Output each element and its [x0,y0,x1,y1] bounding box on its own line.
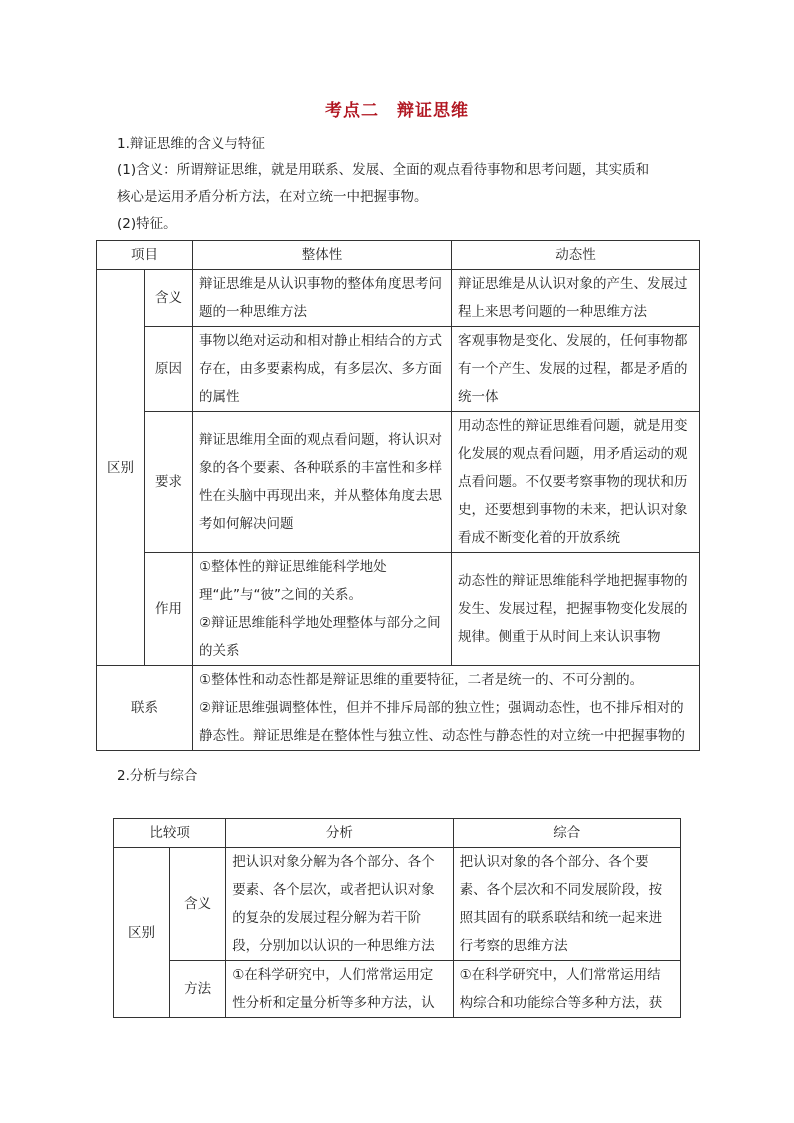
group-label-difference: 区别 [97,270,145,666]
table-row [97,412,700,553]
cell-holistic-meaning: 辩证思维是从认识事物的整体角度思考问题的一种思维方法 [193,270,452,327]
link-point-2: ②辩证思维强调整体性，但并不排斥局部的独立性；强调动态性，也不排斥相对的静态性。辩证思维是在整体性与独立性、动态性与静态性的对立统一中把握事物的 [199,700,685,744]
header-analysis: 分析 [226,819,453,848]
cell-link [193,666,700,751]
header-dynamic: 动态性 [452,241,700,270]
cell-dynamic-requirement: 用动态性的辩证思维看问题，就是用变化发展的观点看问题，用矛盾运动的观点看问题。不仅要考察事物的现状和历史，还要想到事物的未来，把认识对象看成不断变化着的开放系统 [452,412,700,553]
header-item: 项目 [97,241,193,270]
page-title: 考点二 辩证思维 [325,101,469,121]
cell-holistic-reason: 事物以绝对运动和相对静止相结合的方式存在，由多要素构成，有多层次、多方面的属性 [193,327,452,412]
cell-dynamic-meaning: 辩证思维是从认识对象的产生、发展过程上来思考问题的一种思维方法 [452,270,700,327]
row-label-reason: 原因 [145,327,193,412]
cell-dynamic-reason: 客观事物是变化、发展的，任何事物都有一个产生、发展的过程，都是矛盾的统一体 [452,327,700,412]
table-row [97,270,700,327]
header-comparison: 比较项 [114,819,226,848]
table-row [97,327,700,412]
cell-holistic-requirement: 辩证思维用全面的观点看问题，将认识对象的各个要素、各种联系的丰富性和多样性在头脑中再现出来，并从整体角度去思考如何解决问题 [193,412,452,553]
table-row [114,961,681,1018]
row-label-function: 作用 [145,553,193,666]
cell-dynamic-function: 动态性的辩证思维能科学地把握事物的发生、发展过程，把握事物变化发展的规律。侧重于从时间上来认识事物 [452,553,700,666]
table-row [97,666,700,751]
function-point-2: ②辩证思维能科学地处理整体与部分之间的关系 [199,615,441,659]
cell-synthesis-method: ①在科学研究中，人们常常运用结构综合和功能综合等多种方法，获 [453,961,680,1018]
analysis-synthesis-table [113,818,681,1018]
cell-synthesis-meaning: 把认识对象的各个部分、各个要素、各个层次和不同发展阶段，按照其固有的联系联结和统一起来进行考察的思维方法 [453,848,680,961]
cell-analysis-method: ①在科学研究中，人们常常运用定性分析和定量分析等多种方法，认 [226,961,453,1018]
function-point-1: ①整体性的辩证思维能科学地处理“此”与“彼”之间的关系。 [199,559,387,603]
section-heading-2: 2.分析与综合 [117,768,198,784]
link-point-1: ①整体性和动态性都是辩证思维的重要特征，二者是统一的、不可分割的。 [199,672,644,688]
dialectical-thinking-table [96,240,700,751]
header-holistic: 整体性 [193,241,452,270]
group-label-difference: 区别 [114,848,170,1018]
row-label-meaning: 含义 [145,270,193,327]
row-label-requirement: 要求 [145,412,193,553]
section-heading-1: 1.辩证思维的含义与特征 [117,136,265,152]
paragraph-features: (2)特征。 [117,216,177,232]
header-synthesis: 综合 [453,819,680,848]
table-header-row [97,241,700,270]
table-header-row [114,819,681,848]
row-label-link: 联系 [97,666,193,751]
cell-analysis-meaning: 把认识对象分解为各个部分、各个要素、各个层次，或者把认识对象的复杂的发展过程分解为若干阶段，分别加以认识的一种思维方法 [226,848,453,961]
table-row [114,848,681,961]
paragraph-definition-line-1: (1)含义：所谓辩证思维，就是用联系、发展、全面的观点看待事物和思考问题，其实质和 [117,162,650,178]
row-label-method: 方法 [170,961,226,1018]
cell-holistic-function [193,553,452,666]
paragraph-definition-line-2: 核心是运用矛盾分析方法，在对立统一中把握事物。 [117,189,428,205]
table-row [97,553,700,666]
row-label-meaning: 含义 [170,848,226,961]
